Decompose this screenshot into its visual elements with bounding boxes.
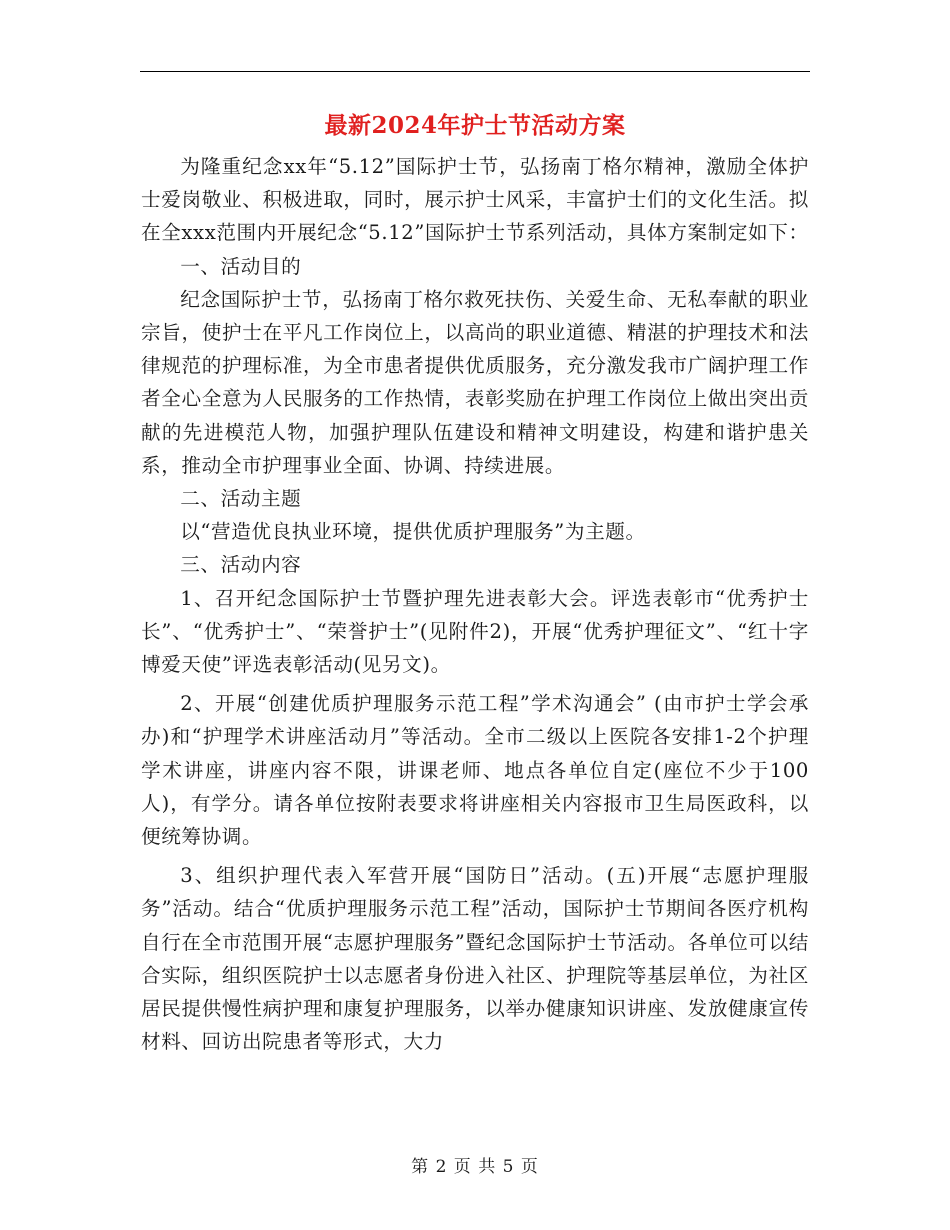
paragraph-purpose: 纪念国际护士节，弘扬南丁格尔救死扶伤、关爱生命、无私奉献的职业宗旨，使护士在平凡工作岗位上，以高尚的职业道德、精湛的护理技术和法律规范的护理标准，为全市患者提供优质服务，充分激发我市广阔护理工作者全心全意为人民服务的工作热情，表彰奖励在护理工作岗位上做出突出贡献的先进模范人物，加强护理队伍建设和精神文明建设，构建和谐护患关系，推动全市护理事业全面、协调、持续进展。 — [141, 287, 809, 477]
heading-purpose: 一、活动目的 — [180, 254, 302, 278]
heading-content: 三、活动内容 — [180, 553, 302, 577]
paragraph-theme: 以“营造优良执业环境，提供优质护理服务”为主题。 — [180, 520, 646, 544]
heading-theme: 二、活动主题 — [180, 487, 302, 511]
paragraph-content-1: 1、召开纪念国际护士节暨护理先进表彰大会。评选表彰市“优秀护士长”、“优秀护士”、“荣誉护士”(见附件2)，开展“优秀护理征文”、“红十字博爱天使”评选表彰活动(见另文)。 — [141, 586, 809, 677]
paragraph-intro: 为隆重纪念xx年“5.12”国际护士节，弘扬南丁格尔精神，激励全体护士爱岗敬业、积极进取，同时，展示护士风采，丰富护士们的文化生活。拟在全xxx范围内开展纪念“5.12”国际护士节系列活动，具体方案制定如下： — [141, 155, 809, 245]
paragraph-content-3: 3、组织护理代表入军营开展“国防日”活动。(五)开展“志愿护理服务”活动。结合“优质护理服务示范工程”活动，国际护士节期间各医疗机构自行在全市范围开展“志愿护理服务”暨纪念国际护士节活动。各单位可以结合实际，组织医院护士以志愿者身份进入社区、护理院等基层单位，为社区居民提供慢性病护理和康复护理服务，以举办健康知识讲座、发放健康宣传材料、回访出院患者等形式，大力 — [141, 864, 809, 1054]
document-title: 最新2024年护士节活动方案 — [324, 112, 626, 139]
document-body — [141, 150, 809, 1058]
paragraph-content-2: 2、开展“创建优质护理服务示范工程”学术沟通会” (由市护士学会承办)和“护理学术讲座活动月”等活动。全市二级以上医院各安排1-2个护理学术讲座，讲座内容不限，讲课老师、地点各单位自定(座位不少于100人)，有学分。请各单位按附表要求将讲座相关内容报市卫生局医政科，以便统筹协调。 — [141, 692, 809, 849]
header-rule — [140, 71, 810, 72]
page-number-footer: 第 2 页 共 5 页 — [411, 1157, 539, 1177]
